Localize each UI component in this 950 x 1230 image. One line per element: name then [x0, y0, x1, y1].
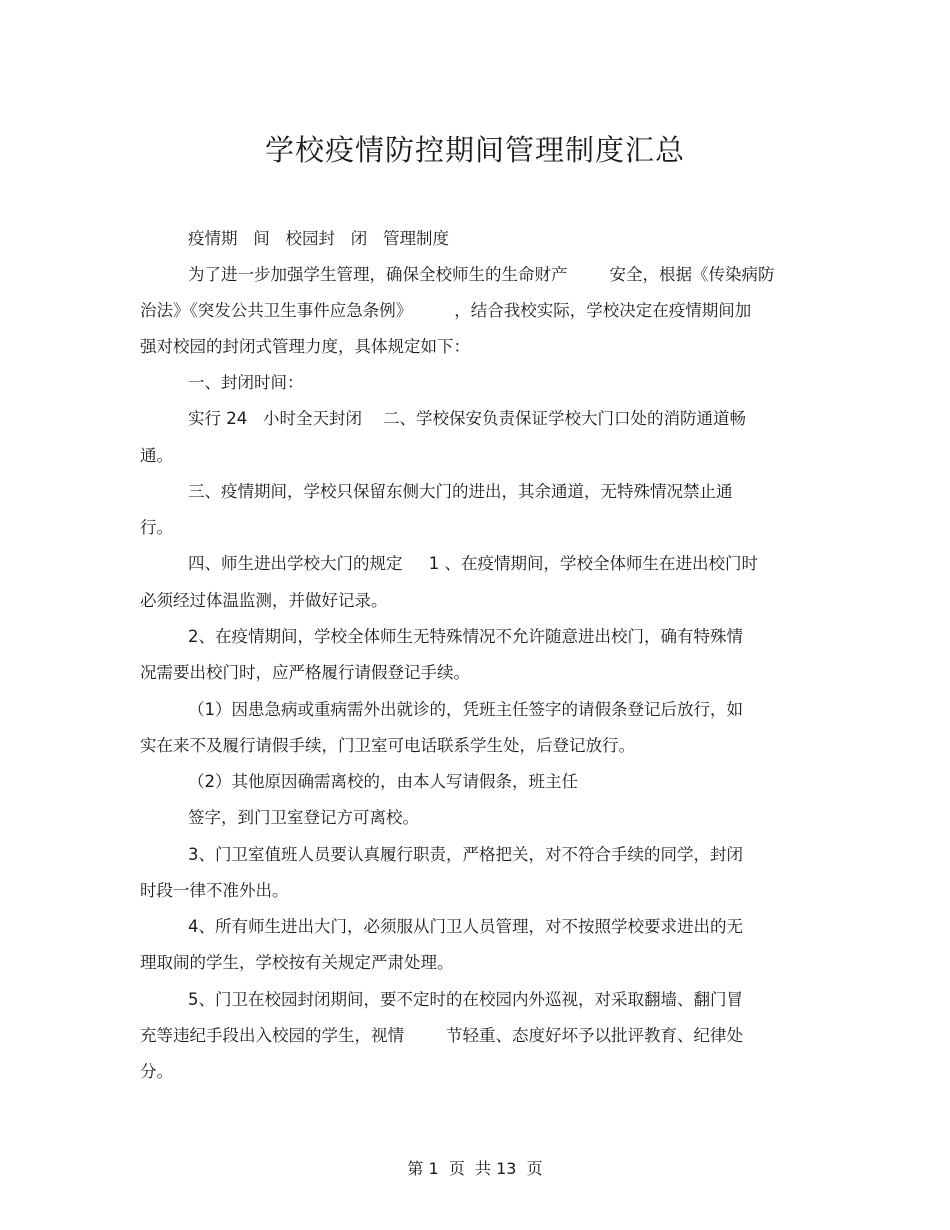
body-line: 三、疫情期间，学校只保留东侧大门的进出，其余通道，无特殊情况禁止通	[188, 482, 733, 501]
body-line: 一、封闭时间：	[188, 373, 304, 392]
body-line: 3、门卫室值班人员要认真履行职责，严格把关，对不符合手续的同学，封闭	[188, 845, 743, 864]
body-line: 2、在疫情期间，学校全体师生无特殊情况不允许随意进出校门，确有特殊情	[188, 627, 743, 646]
body-line: 时段一律不准外出。	[140, 881, 289, 900]
body-line: 实在来不及履行请假手续，门卫室可电话联系学生处，后登记放行。	[140, 736, 635, 755]
body-line: 况需要出校门时，应严格履行请假登记手续。	[140, 663, 470, 682]
body-line: 签字，到门卫室登记方可离校。	[188, 808, 419, 827]
section-heading: 疫情期 间 校园封 闭 管理制度	[188, 229, 449, 248]
document-title: 学校疫情防控期间管理制度汇总	[264, 133, 685, 167]
body-line: 为了进一步加强学生管理，确保全校师生的生命财产 安全，根据《传染病防	[188, 265, 775, 284]
body-line: 必须经过体温监测，并做好记录。	[140, 591, 388, 610]
body-line: 4、所有师生进出大门，必须服从门卫人员管理，对不按照学校要求进出的无	[188, 917, 743, 936]
body-line: 通。	[140, 446, 173, 465]
body-line: 四、师生进出学校大门的规定 1 、在疫情期间，学校全体师生在进出校门时	[188, 554, 758, 573]
body-line: 5、门卫在校园封闭期间，要不定时的在校园内外巡视，对采取翻墙、翻门冒	[188, 990, 743, 1009]
body-line: 强对校园的封闭式管理力度，具体规定如下：	[140, 337, 470, 356]
body-line: （1）因患急病或重病需外出就诊的，凭班主任签字的请假条登记后放行，如	[188, 700, 743, 719]
body-line: （2）其他原因确需离校的，由本人写请假条，班主任	[188, 772, 578, 791]
body-line: 分。	[140, 1062, 173, 1081]
page-number-footer: 第 1 页 共 13 页	[407, 1159, 543, 1178]
body-line: 充等违纪手段出入校园的学生，视情 节轻重、态度好坏予以批评教育、纪律处	[140, 1026, 743, 1045]
body-line: 实行 24 小时全天封闭 二、学校保安负责保证学校大门口处的消防通道畅	[188, 409, 746, 428]
body-line: 治法》《突发公共卫生事件应急条例》 ，结合我校实际，学校决定在疫情期间加	[140, 301, 752, 320]
body-line: 行。	[140, 518, 173, 537]
body-line: 理取闹的学生，学校按有关规定严肃处理。	[140, 953, 454, 972]
